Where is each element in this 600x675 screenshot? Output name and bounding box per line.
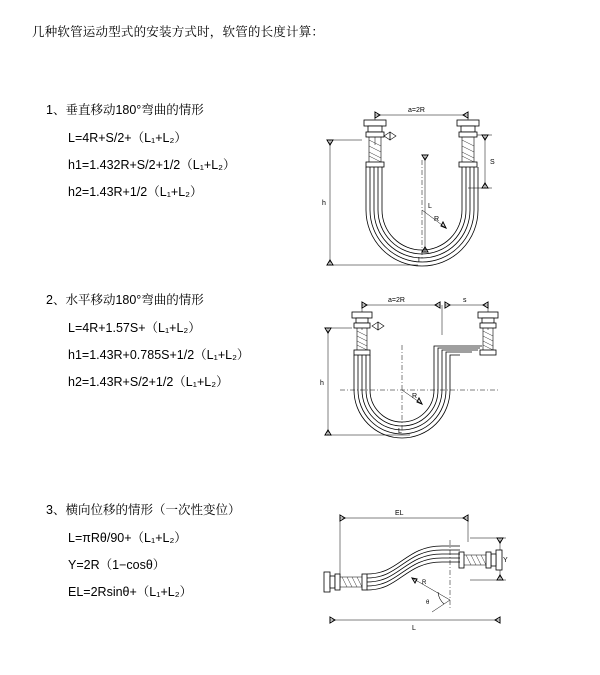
- dimension-label-s-2: s: [463, 297, 467, 304]
- section-3-title: 3、横向位移的情形（一次性变位）: [46, 503, 241, 517]
- page-title: 几种软管运动型式的安装方式时，软管的长度计算：: [32, 25, 325, 39]
- dimension-label-L-bottom: L: [418, 257, 422, 264]
- section-horizontal-180: [0, 290, 600, 460]
- section-2-formula-3: h2=1.43R+S/2+1/2（L₁+L₂）: [68, 375, 229, 389]
- dimension-label-h: h: [322, 200, 326, 207]
- dimension-label-theta: θ: [426, 600, 430, 606]
- hose-inner-b: [370, 346, 482, 422]
- dimension-label-a2r-2: a=2R: [388, 297, 405, 304]
- section-1-title: 1、垂直移动180°弯曲的情形: [46, 103, 204, 117]
- flange-right-3: [496, 550, 502, 570]
- section-1-text: [46, 100, 296, 209]
- section-3-formula-1: L=πRθ/90+（L₁+L₂）: [68, 531, 187, 545]
- section-3-text: [46, 500, 296, 609]
- dimension-label-R-3: R: [422, 580, 427, 586]
- dimension-label-R-2: R: [412, 393, 418, 400]
- dimension-label-R: R: [434, 216, 440, 223]
- lateral-offset-diagram: [300, 500, 590, 650]
- dimension-label-L-vertical: L: [428, 203, 432, 210]
- flange-left-top: [364, 120, 386, 126]
- flange-right-top: [457, 120, 479, 126]
- section-1-figure: [300, 100, 590, 270]
- section-2-title: 2、水平移动180°弯曲的情形: [46, 293, 204, 307]
- section-lateral-offset: [0, 500, 600, 650]
- dimension-label-a2r: a=2R: [408, 107, 425, 114]
- dimension-label-s: S: [490, 159, 495, 166]
- horizontal-180-bend-diagram: [300, 290, 590, 470]
- dimension-label-h-2: h: [320, 380, 324, 387]
- section-3-formula-2: Y=2R（1−cosθ）: [68, 558, 166, 572]
- flange-left-top-2: [352, 312, 372, 318]
- section-2-formula-1: L=4R+1.57S+（L₁+L₂）: [68, 321, 201, 335]
- section-3-formula-3: EL=2Rsinθ+（L₁+L₂）: [68, 585, 193, 599]
- section-2-formula-2: h1=1.43R+0.785S+1/2（L₁+L₂）: [68, 348, 250, 362]
- section-2-text: [46, 290, 296, 399]
- section-vertical-180: [0, 100, 600, 270]
- dimension-label-L-3: L: [412, 625, 416, 632]
- flange-right-top-2: [478, 312, 498, 318]
- section-1-formula-3: h2=1.43R+1/2（L₁+L₂）: [68, 185, 203, 199]
- dimension-label-EL: EL: [395, 510, 404, 517]
- section-2-figure: [300, 290, 590, 460]
- dimension-label-L-2: L: [398, 428, 402, 435]
- flange-left-3: [324, 572, 330, 592]
- section-1-formula-1: L=4R+S/2+（L₁+L₂）: [68, 131, 187, 145]
- section-1-formula-2: h1=1.432R+S/2+1/2（L₁+L₂）: [68, 158, 236, 172]
- vertical-180-bend-diagram: [300, 100, 590, 280]
- dimension-label-Y: Y: [503, 557, 508, 564]
- section-3-figure: [300, 500, 590, 650]
